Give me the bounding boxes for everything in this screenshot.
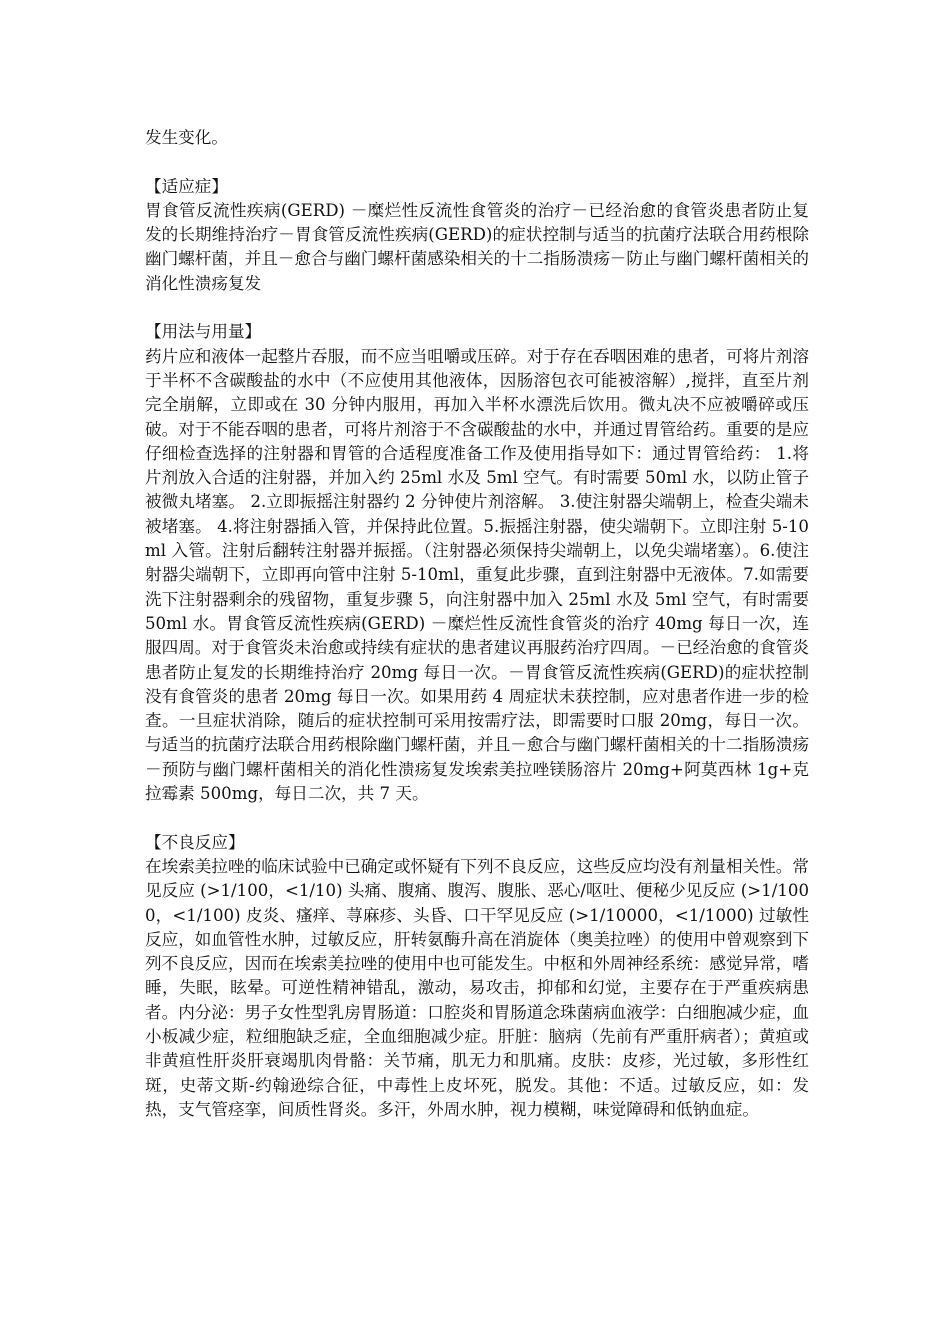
adverse-body: 在埃索美拉唑的临床试验中已确定或怀疑有下列不良反应，这些反应均没有剂量相关性。常见反应 (>1/100，<1/10) 头痛、腹痛、腹泻、腹胀、恶心/呕吐、便秘少见反应 (>1/1000，<1/100) 皮炎、瘙痒、荨麻疹、头昏、口干罕见反应 (>1/10000，<1/1000) 过敏性反应，如血管性水肿，过敏反应，肝转氨酶升高在消旋体（奥美拉唑）的使用中曾观察到下列不良反应，因而在埃索美拉唑的使用中也可能发生。中枢和外周神经系统：感觉异常，嗜睡，失眠，眩晕。可逆性精神错乱，激动，易攻击，抑郁和幻觉，主要存在于严重疾病患者。内分泌：男子女性型乳房胃肠道：口腔炎和胃肠道念珠菌病血液学：白细胞减少症，血小板减少症，粒细胞缺乏症，全血细胞减少症。肝脏：脑病（先前有严重肝病者）；黄疸或非黄疸性肝炎肝衰竭肌肉骨骼：关节痛，肌无力和肌痛。皮肤：皮疹，光过敏，多形性红斑，史蒂文斯-约翰逊综合征，中毒性上皮坏死，脱发。其他：不适。过敏反应，如：发热，支气管痉挛，间质性肾炎。多汗，外周水肿，视力模糊，味觉障碍和低钠血症。: [145, 856, 809, 1119]
paragraph-gap: [145, 296, 809, 320]
intro-text: 发生变化。: [145, 128, 228, 147]
indications-body: 胃食管反流性疾病(GERD) －糜烂性反流性食管炎的治疗－已经治愈的食管炎患者防止复发的长期维持治疗－胃食管反流性疾病(GERD)的症状控制与适当的抗菌疗法联合用药根除幽门螺杆菌，并且－愈合与幽门螺杆菌感染相关的十二指肠溃疡－防止与幽门螺杆菌相关的消化性溃疡复发: [145, 200, 809, 293]
dosage-body: 药片应和液体一起整片吞服，而不应当咀嚼或压碎。对于存在吞咽困难的患者，可将片剂溶于半杯不含碳酸盐的水中（不应使用其他液体，因肠溶包衣可能被溶解）,搅拌，直至片剂完全崩解，立即或在 30 分钟内服用，再加入半杯水漂洗后饮用。微丸决不应被嚼碎或压破。对于不能吞咽的患者，可将片剂溶于不含碳酸盐的水中，并通过胃管给药。重要的是应仔细检查选择的注射器和胃管的合适程度准备工作及使用指导如下：通过胃管给药： 1.将片剂放入合适的注射器，并加入约 25ml 水及 5ml 空气。有时需要 50ml 水，以防止管子被微丸堵塞。 2.立即振摇注射器约 2 分钟使片剂溶解。 3.使注射器尖端朝上，检查尖端未被堵塞。 4.将注射器插入管，并保持此位置。5.振摇注射器，使尖端朝下。立即注射 5-10ml 入管。注射后翻转注射器并振摇。（注射器必须保持尖端朝上，以免尖端堵塞）。6.使注射器尖端朝下，立即再向管中注射 5-10ml，重复此步骤，直到注射器中无液体。7.如需要洗下注射器剩余的残留物，重复步骤 5，向注射器中加入 25ml 水及 5ml 空气，有时需要 50ml 水。胃食管反流性疾病(GERD) －糜烂性反流性食管炎的治疗 40mg 每日一次，连服四周。对于食管炎未治愈或持续有症状的患者建议再服药治疗四周。－已经治愈的食管炎患者防止复发的长期维持治疗 20mg 每日一次。－胃食管反流性疾病(GERD)的症状控制没有食管炎的患者 20mg 每日一次。如果用药 4 周症状未获控制，应对患者作进一步的检查。一旦症状消除，随后的症状控制可采用按需疗法，即需要时口服 20mg，每日一次。与适当的抗菌疗法联合用药根除幽门螺杆菌，并且－愈合与幽门螺杆菌相关的十二指肠溃疡－预防与幽门螺杆菌相关的消化性溃疡复发埃索美拉唑镁肠溶片 20mg+阿莫西林 1g+克拉霉素 500mg，每日二次，共 7 天。: [145, 346, 809, 804]
indications-heading: 【适应症】: [145, 176, 228, 196]
dosage-heading: 【用法与用量】: [145, 322, 262, 342]
document-page: [145, 126, 809, 1122]
paragraph-gap: [145, 806, 809, 830]
adverse-heading: 【不良反应】: [145, 832, 245, 852]
paragraph-gap: [145, 150, 809, 174]
